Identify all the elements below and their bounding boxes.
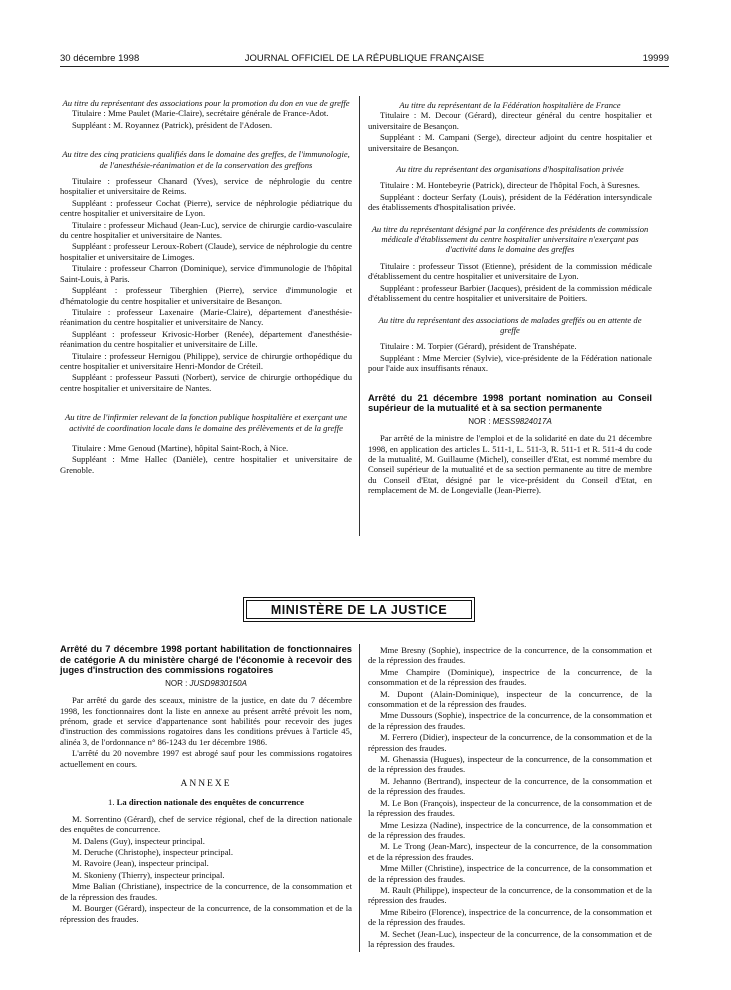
paragraph: M. Rault (Philippe), inspecteur de la concurrence, de la consommation et de la répression des fraudes. <box>368 884 652 906</box>
paragraph: M. Dupont (Alain-Dominique), inspecteur de la concurrence, de la consommation et de la répression des fraudes. <box>368 688 652 710</box>
paragraph: M. Sechet (Jean-Luc), inspecteur de la concurrence, de la consommation et de la répression des fraudes. <box>368 928 652 949</box>
spacer <box>60 131 352 149</box>
header-page-number: 19999 <box>642 53 669 64</box>
paragraph: Suppléant : M. Campani (Serge), directeur adjoint du centre hospitalier et universitaire de Besançon. <box>368 132 652 153</box>
page-header <box>60 53 669 67</box>
nor-reference <box>368 417 652 427</box>
annex-heading: ANNEXE <box>180 779 232 790</box>
paragraph: Par arrêté de la ministre de l'emploi et de la solidarité en date du 21 décembre 1998, en application des articles L. 511-1, L. 511-3, R. 511-1 et R. 511-4 du code de la mutualité, M. Guillaume (Michel), conseiller d'Etat, est nommé membre du Conseil supérieur de la mutualité et de sa section permanente au titre de membre du Conseil d'Etat, désigné par le vice-président du Conseil d'Etat, en remplacement de M. de Longevialle (Jean-Pierre). <box>368 433 652 496</box>
paragraph: M. Jehanno (Bertrand), inspecteur de la concurrence, de la consommation et de la répression des fraudes. <box>368 775 652 797</box>
paragraph: M. Sorrentino (Gérard), chef de service régional, chef de la direction nationale des enquêtes de concurrence. <box>60 813 352 835</box>
header-journal-title: JOURNAL OFFICIEL DE LA RÉPUBLIQUE FRANÇAISE <box>244 53 485 64</box>
category-heading: Au titre des cinq praticiens qualifiés dans le domaine des greffes, de l'immunologie, de l'anesthésie-réanimation et de la conservation des greffons <box>62 149 350 170</box>
paragraph: Titulaire : professeur Tissot (Etienne), président de la commission médicale d'établissement du centre hospitalier et universitaire de Lyon. <box>368 260 652 282</box>
paragraph: Suppléant : docteur Serfaty (Louis), président de la Fédération intersyndicale des établissements d'hospitalisation privée. <box>368 191 652 213</box>
paragraph: M. Ravoire (Jean), inspecteur principal. <box>72 858 209 869</box>
spacer <box>368 375 652 393</box>
paragraph: Mme Balian (Christiane), inspectrice de la concurrence, de la consommation et de la répression des fraudes. <box>60 881 352 902</box>
category-heading: Au titre du représentant de la Fédération hospitalière de France <box>399 100 621 110</box>
paragraph: Titulaire : professeur Hernigou (Philippe), service de chirurgie orthopédique du centre hospitalier et universitaire Henri-Mondor de Créteil. <box>60 350 352 371</box>
spacer <box>368 305 652 315</box>
nor-label: NOR : <box>165 678 190 688</box>
category-heading: Au titre du représentant des organisations d'hospitalisation privée <box>396 164 624 175</box>
category-heading: Au titre de l'infirmier relevant de la fonction publique hospitalière et exerçant une activité de coordination locale dans le domaine des prélèvements et de la greffe <box>64 412 348 433</box>
paragraph: M. Bourger (Gérard), inspecteur de la concurrence, de la consommation et de la répression des fraudes. <box>60 903 352 924</box>
ministry-banner <box>243 597 475 622</box>
paragraph: Suppléant : professeur Barbier (Jacques), président de la commission médicale d'établissement du centre hospitalier et universitaire de Poitiers. <box>368 282 652 304</box>
paragraph: Par arrêté du garde des sceaux, ministre de la justice, en date du 7 décembre 1998, les fonctionnaires dont la liste en annexe au présent arrêté prévoit les nom, prénom, grade et service d'appartenance sont habilités pour recevoir des juges d'instruction des commissions rogatoires dans les conditions prévues à l'article 45, alinéa 3, de l'ordonnance n° 86-1243 du 1er décembre 1986. <box>60 695 352 747</box>
paragraph: Mme Ribeiro (Florence), inspectrice de la concurrence, de la consommation et de la répression des fraudes. <box>368 906 652 928</box>
header-rule <box>60 66 669 67</box>
category-heading: Au titre du représentant des associations pour la promotion du don en vue de greffe <box>62 98 350 108</box>
spacer <box>368 214 652 224</box>
nor-code: MESS9824017A <box>492 416 552 426</box>
paragraph: Suppléant : Mme Mercier (Sylvie), vice-présidente de la Fédération nationale pour l'aide aux insuffisants rénaux. <box>368 352 652 374</box>
column-top-left <box>60 98 352 476</box>
paragraph: Suppléant : professeur Krivosic-Horber (Renée), département d'anesthésie-réanimation du centre hospitalier et universitaire de Lille. <box>60 328 352 350</box>
paragraph: Mme Dussours (Sophie), inspectrice de la concurrence, de la consommation et de la répression des fraudes. <box>368 710 652 731</box>
paragraph: M. Le Trong (Jean-Marc), inspecteur de la concurrence, de la consommation et de la répression des fraudes. <box>368 841 652 862</box>
paragraph: Titulaire : professeur Laxenaire (Marie-Claire), département d'anesthésie-réanimation du centre hospitalier et universitaire de Nancy. <box>60 306 352 328</box>
spacer <box>368 154 652 164</box>
column-divider-bottom <box>359 644 360 952</box>
paragraph: Suppléant : Mme Hallec (Danièle), centre hospitalier et universitaire de Grenoble. <box>60 454 352 475</box>
header-date: 30 décembre 1998 <box>60 53 140 64</box>
column-divider-top <box>359 96 360 536</box>
paragraph: Suppléant : professeur Passuti (Norbert), service de chirurgie orthopédique du centre hospitalier et universitaire de Nantes. <box>60 372 352 393</box>
category-heading: Au titre du représentant des associations de malades greffés ou en attente de greffe <box>378 314 642 335</box>
paragraph: Titulaire : professeur Michaud (Jean-Luc), service de chirurgie cardio-vasculaire du centre hospitalier et universitaire de Nantes. <box>60 219 352 241</box>
category-heading: Au titre du représentant désigné par la conférence des présidents de commission médicale d'établissement du centre hospitalier universitaire n'exerçant pas d'activité dans le domaine des greffes <box>371 223 649 255</box>
section-title: La direction nationale des enquêtes de concurrence <box>116 797 304 808</box>
column-top-right <box>368 100 652 497</box>
spacer <box>60 433 352 443</box>
paragraph: Mme Champire (Dominique), inspectrice de la concurrence, de la consommation et de la répression des fraudes. <box>368 666 652 688</box>
paragraph: M. Dalens (Guy), inspecteur principal. <box>72 835 205 846</box>
paragraph: Titulaire : M. Torpier (Gérard), président de Transhépate. <box>380 341 577 352</box>
section-number: 1. <box>108 797 117 808</box>
paragraph: Titulaire : Mme Paulet (Marie-Claire), secrétaire générale de France-Adot. <box>72 108 329 119</box>
decree-title: Arrêté du 7 décembre 1998 portant habilitation de fonctionnaires de catégorie A du ministère chargé de l'économie à recevoir des juges d'instruction des commissions rogatoires <box>60 643 352 676</box>
column-bottom-right <box>368 645 652 950</box>
paragraph: Titulaire : professeur Chanard (Yves), service de néphrologie du centre hospitalier et universitaire de Reims. <box>60 176 352 197</box>
paragraph: Suppléant : M. Royannez (Patrick), président de l'Adosen. <box>72 119 273 130</box>
column-bottom-left <box>60 644 352 925</box>
nor-label: NOR : <box>468 416 493 426</box>
paragraph: L'arrêté du 20 novembre 1997 est abrogé sauf pour les commissions rogatoires actuellement en cours. <box>60 748 352 769</box>
paragraph: M. Ferrero (Didier), inspecteur de la concurrence, de la consommation et de la répression des fraudes. <box>368 732 652 753</box>
paragraph: Suppléant : professeur Cochat (Pierre), service de néphrologie pédiatrique du centre hospitalier et universitaire de Lyon. <box>60 197 352 219</box>
paragraph: Titulaire : M. Decour (Gérard), directeur général du centre hospitalier et universitaire de Besançon. <box>368 110 652 131</box>
spacer <box>60 394 352 412</box>
paragraph: Titulaire : professeur Charron (Dominique), service d'immunologie de l'hôpital Saint-Louis, à Paris. <box>60 263 352 284</box>
paragraph: Titulaire : M. Hontebeyrie (Patrick), directeur de l'hôpital Foch, à Suresnes. <box>380 180 640 191</box>
decree-title: Arrêté du 21 décembre 1998 portant nomination au Conseil supérieur de la mutualité et à sa section permanente <box>368 391 652 414</box>
paragraph: M. Le Bon (François), inspecteur de la concurrence, de la consommation et de la répression des fraudes. <box>368 797 652 819</box>
nor-code: JUSD9830150A <box>189 678 247 688</box>
paragraph: Titulaire : Mme Genoud (Martine), hôpital Saint-Roch, à Nice. <box>72 442 289 453</box>
paragraph: Mme Lesizza (Nadine), inspectrice de la concurrence, de la consommation et de la répression des fraudes. <box>368 819 652 840</box>
paragraph: M. Deruche (Christophe), inspecteur principal. <box>72 847 234 858</box>
ministry-title: MINISTÈRE DE LA JUSTICE <box>246 600 472 619</box>
paragraph: Mme Miller (Christine), inspectrice de la concurrence, de la consommation et de la répression des fraudes. <box>368 863 652 884</box>
paragraph: Suppléant : professeur Tiberghien (Pierre), service d'immunologie et d'hématologie du centre hospitalier et universitaire de Besançon. <box>60 285 352 306</box>
paragraph: M. Ghenassia (Hugues), inspecteur de la concurrence, de la consommation et de la répression des fraudes. <box>368 754 652 775</box>
paragraph: Suppléant : professeur Leroux-Robert (Claude), service de néphrologie du centre hospitalier et universitaire de Limoges. <box>60 241 352 262</box>
paragraph: Mme Bresny (Sophie), inspectrice de la concurrence, de la consommation et de la répression des fraudes. <box>368 645 652 666</box>
paragraph: M. Skonieny (Thierry), inspecteur principal. <box>72 869 225 880</box>
annex-section-heading <box>60 797 352 807</box>
nor-reference <box>60 679 352 689</box>
